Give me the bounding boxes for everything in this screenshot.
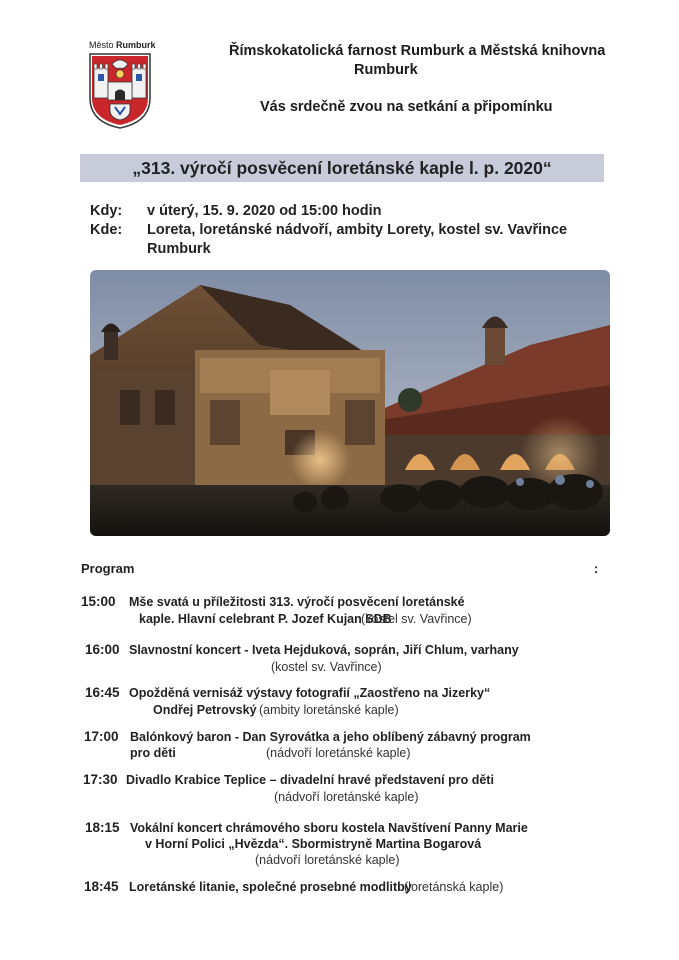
program-time: 18:15 — [85, 820, 120, 835]
program-item-text: Vokální koncert chrámového sboru kostela Navštívení Panny Marie — [130, 821, 528, 835]
program-heading: Program — [81, 561, 135, 576]
program-item-text: pro děti — [130, 746, 176, 760]
program-item-text: Ondřej Petrovský — [153, 703, 257, 717]
when-label: Kdy: — [90, 203, 123, 219]
program-item-place: (kostel sv. Vavřince) — [361, 612, 472, 626]
program-item-text: v Horní Polici „Hvězda“. Sbormistryně Martina Bogarová — [145, 837, 482, 851]
program-time: 17:00 — [84, 729, 119, 744]
logo-caption-prefix: Město — [89, 40, 114, 50]
organizers-line-2: Rumburk — [354, 62, 418, 78]
program-item-text: Balónkový baron - Dan Syrovátka a jeho oblíbený zábavný program — [130, 730, 531, 744]
where-value: Loreta, loretánské nádvoří, ambity Lorety, kostel sv. Vavřince — [147, 222, 568, 238]
program-item-text: Loretánské litanie, společné prosebné modlitby — [129, 880, 412, 894]
program-item-place: (ambity loretánské kaple) — [259, 703, 399, 717]
program-item-text: Divadlo Krabice Teplice – divadelní hravé představení pro děti — [126, 773, 494, 787]
program-item-text: Mše svatá u příležitosti 313. výročí posvěcení loretánské — [129, 595, 465, 609]
where-value-town: Rumburk — [147, 241, 211, 257]
program-item-place: (kostel sv. Vavřince) — [271, 660, 382, 674]
program-item-place: (loretánská kaple) — [404, 880, 504, 894]
program-colon: : — [594, 561, 599, 576]
when-value: v úterý, 15. 9. 2020 od 15:00 hodin — [147, 203, 382, 219]
program-time: 16:00 — [85, 642, 120, 657]
program-time: 18:45 — [84, 879, 119, 894]
program-time: 16:45 — [85, 685, 120, 700]
program-item-place: (nádvoří loretánské kaple) — [255, 853, 400, 867]
event-title: „313. výročí posvěcení loretánské kaple l. p. 2020“ — [132, 158, 552, 178]
town-logo-caption — [89, 40, 156, 51]
program-item-text: kaple. Hlavní celebrant P. Jozef Kujan SDB — [139, 612, 392, 626]
program-time: 15:00 — [81, 594, 116, 609]
invitation-text: Vás srdečně zvou na setkání a připomínku — [260, 99, 553, 115]
program-item-text: Opožděná vernisáž výstavy fotografií „Zaostřeno na Jizerky“ — [129, 686, 491, 700]
chapel-photo — [90, 270, 610, 536]
logo-caption-town: Rumburk — [116, 40, 156, 50]
program-item-place: (nádvoří loretánské kaple) — [274, 790, 419, 804]
program-item-place: (nádvoří loretánské kaple) — [266, 746, 411, 760]
where-label: Kde: — [90, 222, 123, 238]
program-item-text: Slavnostní koncert - Iveta Hejduková, soprán, Jiří Chlum, varhany — [129, 643, 519, 657]
coat-of-arms-icon — [88, 52, 152, 130]
program-time: 17:30 — [83, 772, 118, 787]
organizers-line-1: Římskokatolická farnost Rumburk a Městská knihovna — [229, 43, 606, 59]
